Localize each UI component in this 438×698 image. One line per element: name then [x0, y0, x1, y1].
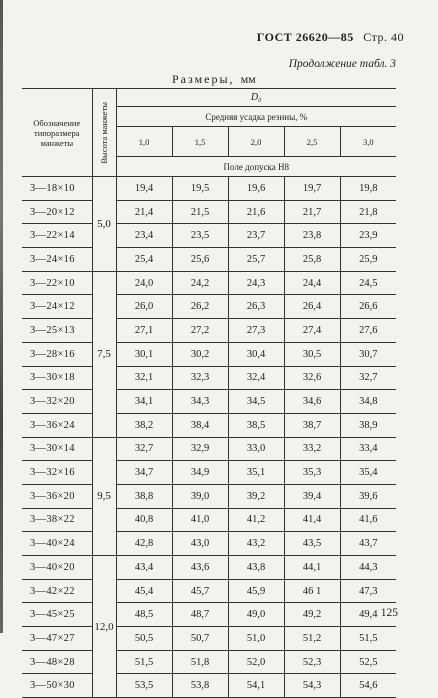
designation-cell: 3—28×16 — [22, 342, 92, 366]
designation-cell: 3—22×14 — [22, 224, 92, 248]
diameter-value: 25,6 — [172, 248, 228, 272]
diameter-value: 43,2 — [228, 532, 284, 556]
diameter-value: 39,2 — [228, 484, 284, 508]
diameter-value: 27,2 — [172, 319, 228, 343]
diameter-value: 50,5 — [116, 627, 172, 651]
page-header — [257, 30, 404, 45]
diameter-value: 38,2 — [116, 413, 172, 437]
diameter-value: 34,7 — [116, 461, 172, 485]
designation-cell: 3—42×22 — [22, 579, 92, 603]
diameter-value: 25,9 — [340, 248, 396, 272]
diameter-value: 45,9 — [228, 579, 284, 603]
designation-cell: 3—40×20 — [22, 556, 92, 580]
designation-cell: 3—40×24 — [22, 532, 92, 556]
diameter-value: 35,3 — [284, 461, 340, 485]
diameter-value: 27,4 — [284, 319, 340, 343]
table-row — [22, 461, 396, 485]
diameter-value: 34,3 — [172, 390, 228, 414]
header-page: Стр. 40 — [363, 30, 404, 44]
table-row — [22, 177, 396, 201]
diameter-value: 51,2 — [284, 627, 340, 651]
diameter-value: 38,8 — [116, 484, 172, 508]
table-row — [22, 224, 396, 248]
diameter-value: 40,8 — [116, 508, 172, 532]
diameter-value: 19,6 — [228, 177, 284, 201]
head-tolerance: Поле допуска H8 — [116, 157, 396, 177]
diameter-value: 27,1 — [116, 319, 172, 343]
diameter-value: 35,1 — [228, 461, 284, 485]
diameter-value: 30,5 — [284, 342, 340, 366]
diameter-value: 30,7 — [340, 342, 396, 366]
diameter-value: 51,5 — [340, 627, 396, 651]
designation-cell: 3—18×10 — [22, 177, 92, 201]
table-row — [22, 603, 396, 627]
diameter-value: 23,7 — [228, 224, 284, 248]
head-height: Высота манжеты — [99, 101, 109, 164]
diameter-value: 54,1 — [228, 674, 284, 698]
diameter-value: 34,9 — [172, 461, 228, 485]
diameter-value: 21,8 — [340, 200, 396, 224]
diameter-value: 48,5 — [116, 603, 172, 627]
diameter-value: 54,3 — [284, 674, 340, 698]
diameter-value: 25,4 — [116, 248, 172, 272]
diameter-value: 26,0 — [116, 295, 172, 319]
diameter-value: 51,0 — [228, 627, 284, 651]
diameter-value: 46 1 — [284, 579, 340, 603]
diameter-value: 53,5 — [116, 674, 172, 698]
diameter-value: 32,4 — [228, 366, 284, 390]
designation-cell: 3—30×14 — [22, 437, 92, 461]
table-row — [22, 674, 396, 698]
diameter-value: 53,8 — [172, 674, 228, 698]
diameter-value: 25,7 — [228, 248, 284, 272]
diameter-value: 26,4 — [284, 295, 340, 319]
diameter-value: 25,8 — [284, 248, 340, 272]
diameter-value: 51,5 — [116, 650, 172, 674]
shrink-value: 1,0 — [116, 127, 172, 157]
table-row — [22, 271, 396, 295]
table-row — [22, 200, 396, 224]
diameter-value: 19,5 — [172, 177, 228, 201]
diameter-value: 39,0 — [172, 484, 228, 508]
table-row — [22, 484, 396, 508]
table-row — [22, 627, 396, 651]
designation-cell: 3—36×20 — [22, 484, 92, 508]
shrink-value: 3,0 — [340, 127, 396, 157]
shrink-value: 2,5 — [284, 127, 340, 157]
diameter-value: 54,6 — [340, 674, 396, 698]
diameter-value: 47,3 — [340, 579, 396, 603]
sizes-title: Размеры, — [172, 72, 235, 86]
scan-edge — [0, 0, 3, 633]
diameter-value: 26,6 — [340, 295, 396, 319]
page-number: 125 — [380, 607, 398, 619]
height-cell: 5,0 — [92, 177, 116, 272]
sizes-caption — [172, 72, 256, 87]
table-row — [22, 295, 396, 319]
diameter-value: 24,5 — [340, 271, 396, 295]
designation-cell: 3—24×12 — [22, 295, 92, 319]
diameter-value: 38,7 — [284, 413, 340, 437]
diameter-value: 30,1 — [116, 342, 172, 366]
table-row — [22, 650, 396, 674]
diameter-value: 21,6 — [228, 200, 284, 224]
height-cell: 7,5 — [92, 271, 116, 437]
dimensions-table — [22, 88, 396, 698]
diameter-value: 23,8 — [284, 224, 340, 248]
designation-cell: 3—45×25 — [22, 603, 92, 627]
height-cell: 12,0 — [92, 556, 116, 698]
diameter-value: 38,5 — [228, 413, 284, 437]
designation-cell: 3—25×13 — [22, 319, 92, 343]
diameter-value: 41,0 — [172, 508, 228, 532]
diameter-value: 38,4 — [172, 413, 228, 437]
diameter-value: 39,6 — [340, 484, 396, 508]
diameter-value: 49,2 — [284, 603, 340, 627]
diameter-value: 50,7 — [172, 627, 228, 651]
diameter-value: 26,3 — [228, 295, 284, 319]
table-row — [22, 390, 396, 414]
designation-cell: 3—20×12 — [22, 200, 92, 224]
height-cell: 9,5 — [92, 437, 116, 555]
diameter-value: 26,2 — [172, 295, 228, 319]
diameter-value: 51,8 — [172, 650, 228, 674]
diameter-value: 41,6 — [340, 508, 396, 532]
diameter-value: 43,8 — [228, 556, 284, 580]
diameter-value: 52,3 — [284, 650, 340, 674]
diameter-value: 43,0 — [172, 532, 228, 556]
table-row — [22, 579, 396, 603]
diameter-value: 33,4 — [340, 437, 396, 461]
diameter-value: 32,7 — [340, 366, 396, 390]
gost-number: ГОСТ 26620—85 — [256, 30, 354, 44]
diameter-value: 23,9 — [340, 224, 396, 248]
designation-cell: 3—47×27 — [22, 627, 92, 651]
table-row — [22, 248, 396, 272]
diameter-value: 23,5 — [172, 224, 228, 248]
diameter-value: 34,1 — [116, 390, 172, 414]
diameter-value: 32,3 — [172, 366, 228, 390]
designation-cell: 3—32×16 — [22, 461, 92, 485]
head-d: D₀ — [116, 89, 396, 107]
diameter-value: 21,5 — [172, 200, 228, 224]
designation-cell: 3—48×28 — [22, 650, 92, 674]
shrink-value: 2,0 — [228, 127, 284, 157]
diameter-value: 49,0 — [228, 603, 284, 627]
diameter-value: 24,0 — [116, 271, 172, 295]
designation-cell: 3—32×20 — [22, 390, 92, 414]
table-row — [22, 437, 396, 461]
designation-cell: 3—30×18 — [22, 366, 92, 390]
diameter-value: 24,2 — [172, 271, 228, 295]
diameter-value: 21,7 — [284, 200, 340, 224]
continuation-note: Продолжение табл. 3 — [288, 58, 396, 70]
table-body — [22, 177, 396, 698]
diameter-value: 41,4 — [284, 508, 340, 532]
head-designation: Обозначение типоразмера манжеты — [33, 117, 81, 148]
diameter-value: 44,1 — [284, 556, 340, 580]
table-row — [22, 556, 396, 580]
diameter-value: 33,0 — [228, 437, 284, 461]
head-height-cell — [92, 89, 116, 177]
diameter-value: 39,4 — [284, 484, 340, 508]
designation-cell: 3—50×30 — [22, 674, 92, 698]
diameter-value: 43,5 — [284, 532, 340, 556]
table-head — [22, 89, 396, 177]
diameter-value: 45,4 — [116, 579, 172, 603]
diameter-value: 42,8 — [116, 532, 172, 556]
table-row — [22, 508, 396, 532]
sizes-unit: мм — [240, 72, 256, 86]
diameter-value: 30,2 — [172, 342, 228, 366]
designation-cell: 3—22×10 — [22, 271, 92, 295]
table-row — [22, 532, 396, 556]
diameter-value: 52,0 — [228, 650, 284, 674]
table-row — [22, 366, 396, 390]
diameter-value: 52,5 — [340, 650, 396, 674]
diameter-value: 19,4 — [116, 177, 172, 201]
diameter-value: 33,2 — [284, 437, 340, 461]
diameter-value: 24,4 — [284, 271, 340, 295]
diameter-value: 19,7 — [284, 177, 340, 201]
designation-cell: 3—38×22 — [22, 508, 92, 532]
diameter-value: 30,4 — [228, 342, 284, 366]
diameter-value: 45,7 — [172, 579, 228, 603]
diameter-value: 44,3 — [340, 556, 396, 580]
designation-cell: 3—24×16 — [22, 248, 92, 272]
diameter-value: 41,2 — [228, 508, 284, 532]
diameter-value: 21,4 — [116, 200, 172, 224]
diameter-value: 27,3 — [228, 319, 284, 343]
diameter-value: 23,4 — [116, 224, 172, 248]
diameter-value: 32,1 — [116, 366, 172, 390]
diameter-value: 43,6 — [172, 556, 228, 580]
diameter-value: 38,9 — [340, 413, 396, 437]
diameter-value: 32,6 — [284, 366, 340, 390]
diameter-value: 43,7 — [340, 532, 396, 556]
diameter-value: 32,7 — [116, 437, 172, 461]
table-row — [22, 342, 396, 366]
head-shrink: Средняя усадка резины, % — [116, 107, 396, 127]
diameter-value: 48,7 — [172, 603, 228, 627]
diameter-value: 34,8 — [340, 390, 396, 414]
designation-cell: 3—36×24 — [22, 413, 92, 437]
shrink-value: 1,5 — [172, 127, 228, 157]
head-designation-cell — [22, 89, 92, 177]
diameter-value: 32,9 — [172, 437, 228, 461]
diameter-value: 19,8 — [340, 177, 396, 201]
table-row — [22, 413, 396, 437]
diameter-value: 27,6 — [340, 319, 396, 343]
diameter-value: 43,4 — [116, 556, 172, 580]
diameter-value: 34,6 — [284, 390, 340, 414]
diameter-value: 35,4 — [340, 461, 396, 485]
table-row — [22, 319, 396, 343]
diameter-value: 34,5 — [228, 390, 284, 414]
diameter-value: 24,3 — [228, 271, 284, 295]
diameter-value: 49,4 — [340, 603, 396, 627]
